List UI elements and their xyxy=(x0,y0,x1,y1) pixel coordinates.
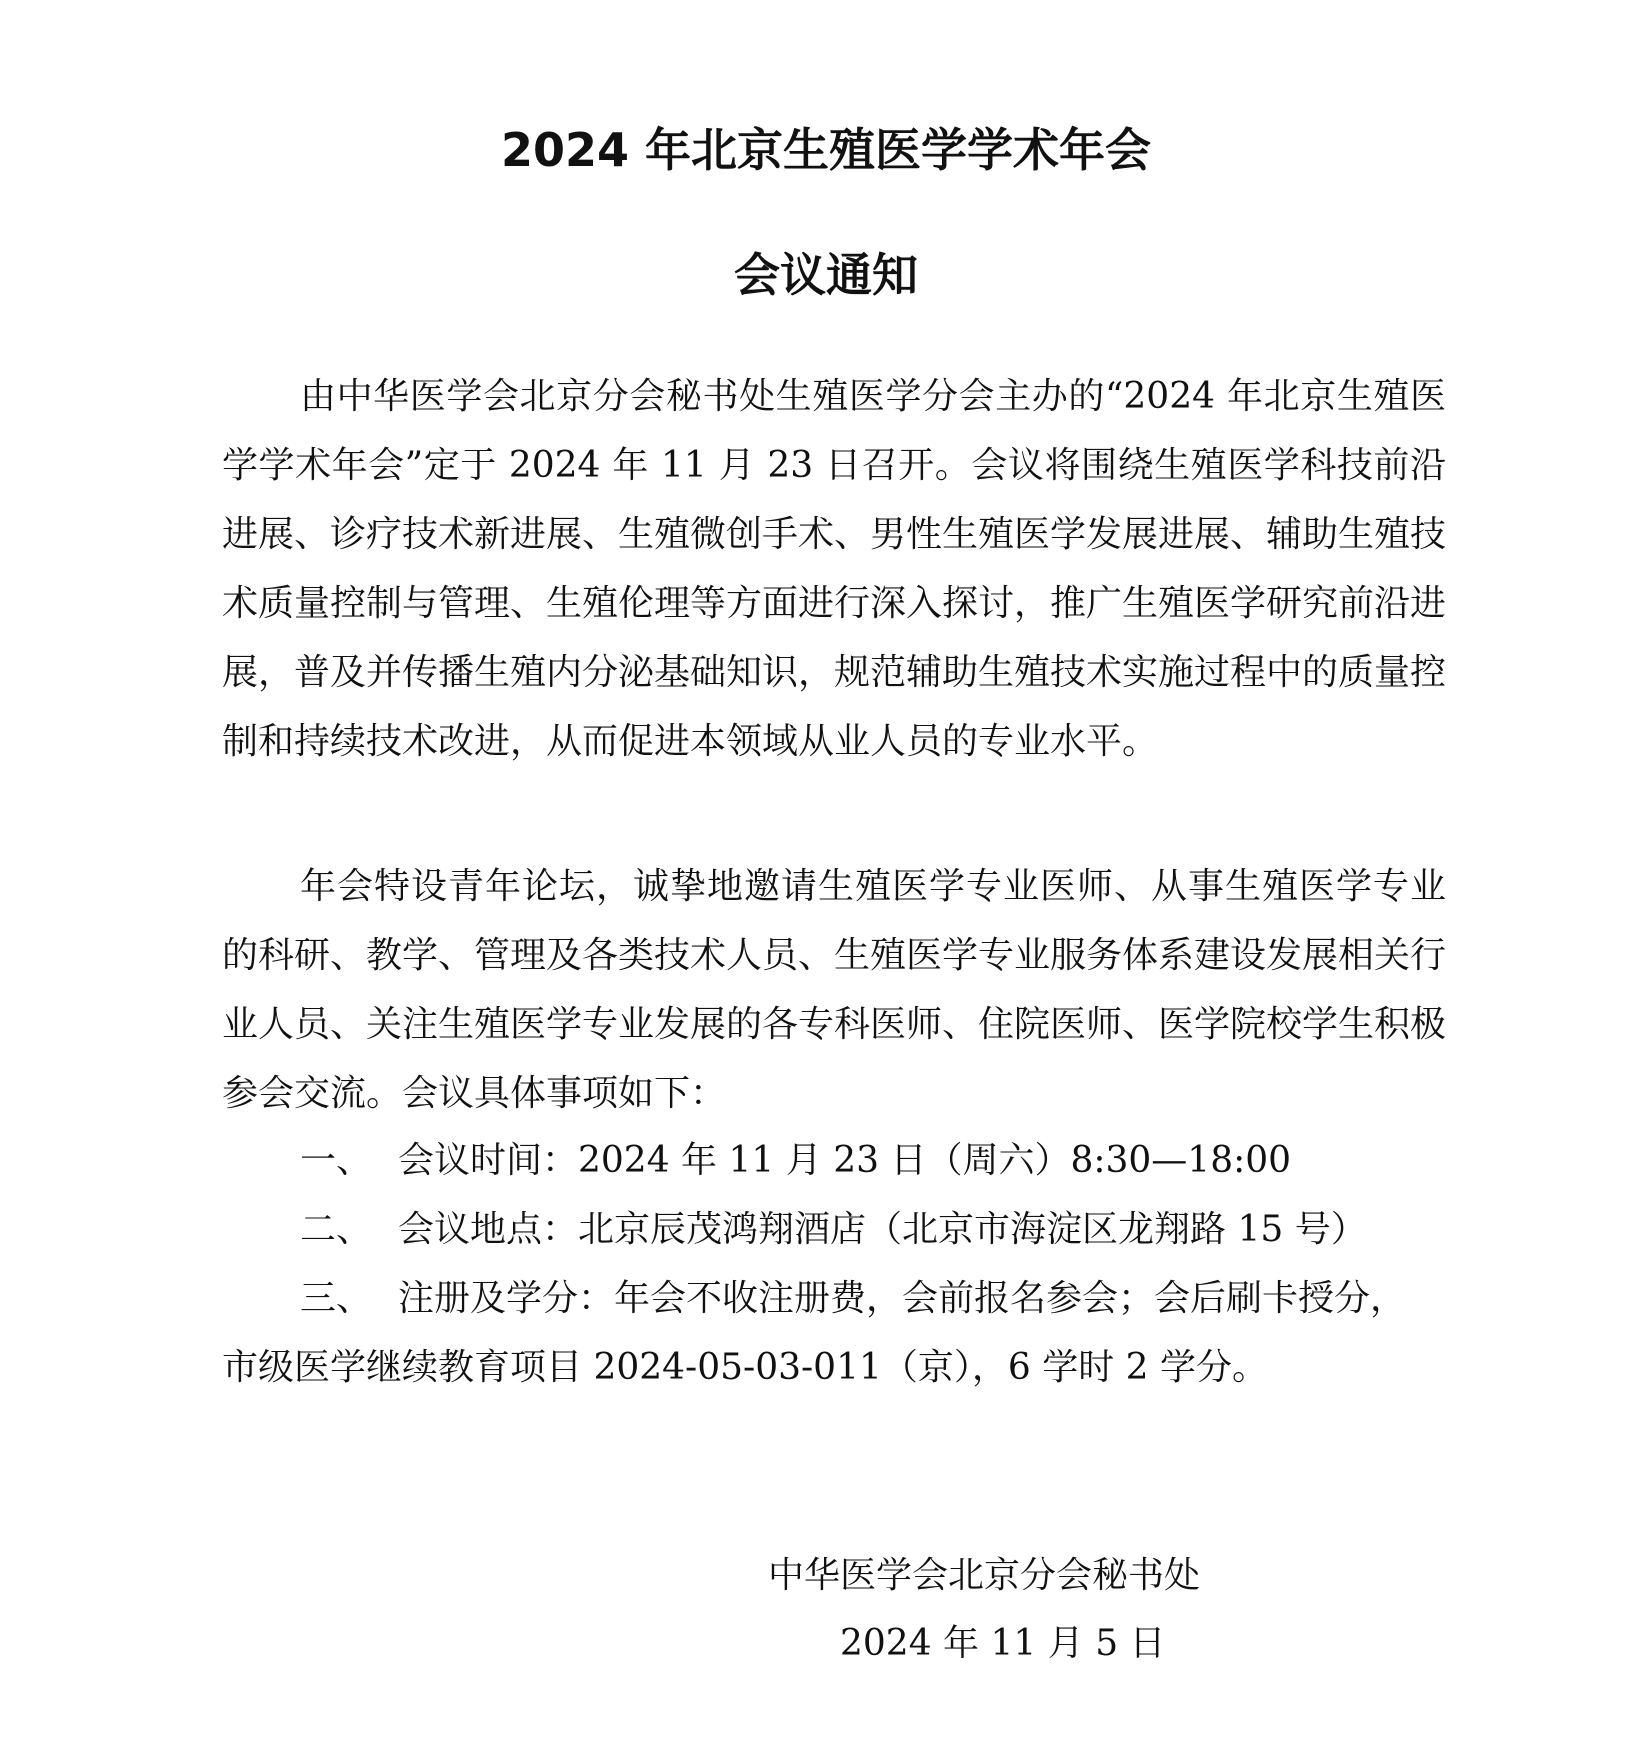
item-meeting-location xyxy=(222,1195,1446,1264)
item-number: 三、 xyxy=(300,1278,373,1319)
item-number: 一、 xyxy=(300,1140,373,1181)
invitation-paragraph-container xyxy=(222,852,1446,1128)
item-text: 注册及学分：年会不收注册费，会前报名参会；会后刷卡授分， xyxy=(398,1278,1407,1319)
intro-paragraph: 由中华医学会北京分会秘书处生殖医学分会主办的“2024 年北京生殖医学学术年会”定于 2024 年 11 月 23 日召开。会议将围绕生殖医学科技前沿进展、诊疗技术新进展、生殖微创手术、男性生殖医学发展进展、辅助生殖技术质量控制与管理、生殖伦理等方面进行深入探讨，推广生殖医学研究前沿进展，普及并传播生殖内分泌基础知识，规范辅助生殖技术实施过程中的质量控制和持续技术改进，从而促进本领域从业人员的专业水平。 xyxy=(222,376,1447,762)
intro-paragraph-container xyxy=(222,362,1446,776)
document-title: 2024 年北京生殖医学学术年会 xyxy=(500,123,1152,177)
item-registration-credits xyxy=(222,1264,1446,1333)
item-text-continuation: 市级医学继续教育项目 2024-05-03-011（京），6 学时 2 学分。 xyxy=(222,1347,1269,1388)
item-number: 二、 xyxy=(300,1209,373,1250)
signature-date: 2024 年 11 月 5 日 xyxy=(840,1623,1166,1664)
item-meeting-time xyxy=(222,1126,1446,1195)
item-registration-credits-continuation xyxy=(222,1333,1446,1402)
item-text: 会议时间：2024 年 11 月 23 日（周六）8:30—18:00 xyxy=(398,1140,1292,1181)
signature-organization: 中华医学会北京分会秘书处 xyxy=(768,1555,1201,1596)
item-text: 会议地点：北京辰茂鸿翔酒店（北京市海淀区龙翔路 15 号） xyxy=(398,1209,1367,1250)
document-subtitle: 会议通知 xyxy=(734,248,918,302)
invitation-paragraph: 年会特设青年论坛，诚挚地邀请生殖医学专业医师、从事生殖医学专业的科研、教学、管理及各类技术人员、生殖医学专业服务体系建设发展相关行业人员、关注生殖医学专业发展的各专科医师、住院医师、医学院校学生积极参会交流。会议具体事项如下： xyxy=(222,866,1447,1114)
